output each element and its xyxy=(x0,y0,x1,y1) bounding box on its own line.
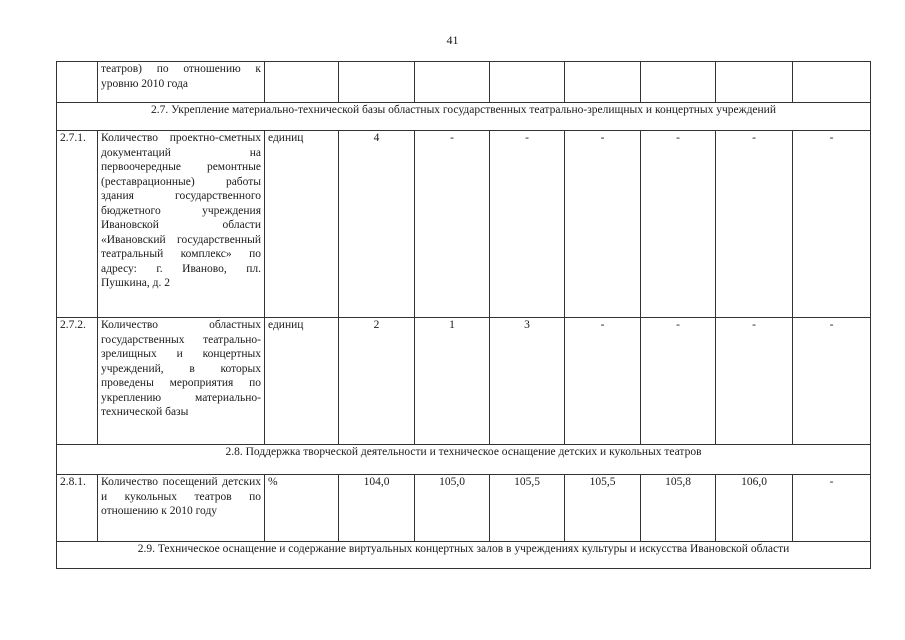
value-cell xyxy=(490,62,565,103)
value-cell: 3 xyxy=(490,318,565,445)
value-cell: 105,0 xyxy=(415,475,490,542)
indicator-description: Количество областных государственных театрально-зрелищных и концертных учреждений, в которых проведены мероприятия по укреплению материально-технической базы xyxy=(98,318,265,445)
value-cell: - xyxy=(793,318,871,445)
page-number: 41 xyxy=(446,33,459,47)
value-cell: - xyxy=(793,131,871,318)
value-cell xyxy=(641,62,716,103)
value-cell xyxy=(793,62,871,103)
table-row xyxy=(57,318,871,445)
row-number-cell xyxy=(57,62,98,103)
indicators-table xyxy=(56,61,871,569)
indicator-description: Количество посещений детских и кукольных театров по отношению к 2010 году xyxy=(98,475,265,542)
section-row xyxy=(57,103,871,131)
value-cell: - xyxy=(565,131,641,318)
indicator-description: театров) по отношению к уровню 2010 года xyxy=(98,62,265,103)
value-cell: 106,0 xyxy=(716,475,793,542)
unit-cell xyxy=(265,62,339,103)
value-cell: - xyxy=(641,318,716,445)
row-number-cell: 2.7.2. xyxy=(57,318,98,445)
value-cell: 105,5 xyxy=(565,475,641,542)
value-cell xyxy=(565,62,641,103)
table-row xyxy=(57,131,871,318)
value-cell xyxy=(415,62,490,103)
unit-cell: единиц xyxy=(265,318,339,445)
table-row xyxy=(57,475,871,542)
value-cell: - xyxy=(490,131,565,318)
section-heading: 2.7. Укрепление материально-технической базы областных государственных театрально-зрелищных и концертных учреждений xyxy=(57,103,871,131)
section-row xyxy=(57,445,871,475)
value-cell: - xyxy=(641,131,716,318)
value-cell xyxy=(716,62,793,103)
table-row xyxy=(57,62,871,103)
value-cell: - xyxy=(793,475,871,542)
value-cell: - xyxy=(716,318,793,445)
value-cell: 104,0 xyxy=(339,475,415,542)
unit-cell: единиц xyxy=(265,131,339,318)
section-row xyxy=(57,542,871,569)
value-cell: 4 xyxy=(339,131,415,318)
value-cell: 1 xyxy=(415,318,490,445)
value-cell: - xyxy=(415,131,490,318)
value-cell: 2 xyxy=(339,318,415,445)
value-cell xyxy=(339,62,415,103)
value-cell: 105,8 xyxy=(641,475,716,542)
row-number-cell: 2.7.1. xyxy=(57,131,98,318)
section-heading: 2.9. Техническое оснащение и содержание виртуальных концертных залов в учреждениях культуры и искусства Ивановской области xyxy=(57,542,871,569)
value-cell: - xyxy=(565,318,641,445)
value-cell: - xyxy=(716,131,793,318)
unit-cell: % xyxy=(265,475,339,542)
value-cell: 105,5 xyxy=(490,475,565,542)
row-number-cell: 2.8.1. xyxy=(57,475,98,542)
section-heading: 2.8. Поддержка творческой деятельности и техническое оснащение детских и кукольных театров xyxy=(57,445,871,475)
indicator-description: Количество проектно-сметных документаций на первоочередные ремонтные (реставрационные) работы здания государственного бюджетного учреждения Ивановской области «Ивановский государственный театральный комплекс» по адресу: г. Иваново, пл. Пушкина, д. 2 xyxy=(98,131,265,318)
